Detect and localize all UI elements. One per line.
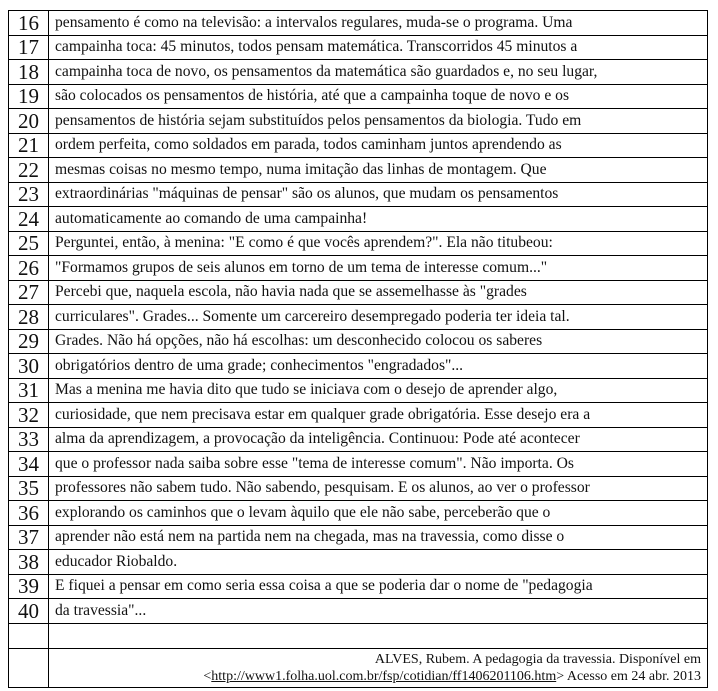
line-number: 34	[9, 452, 49, 477]
url-close-bracket: >	[556, 668, 565, 684]
line-text: Mas a menina me havia dito que tudo se iniciava com o desejo de aprender algo,	[49, 378, 708, 403]
line-text: professores não sabem tudo. Não sabendo, pesquisam. E os alunos, ao ver o professor	[49, 476, 708, 501]
citation-line-1: ALVES, Rubem. A pedagogia da travessia. Disponível em	[374, 651, 701, 667]
text-line-row	[9, 378, 708, 403]
text-lines	[9, 11, 708, 624]
line-text: educador Riobaldo.	[49, 550, 708, 575]
text-line-row	[9, 550, 708, 575]
access-date: Acesso em 24 abr. 2013	[564, 668, 701, 684]
line-number: 32	[9, 403, 49, 428]
source-number-cell	[9, 648, 49, 687]
line-number: 28	[9, 305, 49, 330]
line-text: alma da aprendizagem, a provocação da inteligência. Continuou: Pode até acontecer	[49, 427, 708, 452]
line-number: 23	[9, 182, 49, 207]
blank-text-cell	[49, 623, 708, 648]
line-text: Grades. Não há opções, não há escolhas: um desconhecido colocou os saberes	[49, 329, 708, 354]
source-citation	[49, 648, 708, 687]
line-text: obrigatórios dentro de uma grade; conhecimentos "engradados"...	[49, 354, 708, 379]
line-text: E fiquei a pensar em como seria essa coisa a que se poderia dar o nome de "pedagogia	[49, 574, 708, 599]
line-text: que o professor nada saiba sobre esse "tema de interesse comum". Não importa. Os	[49, 452, 708, 477]
text-line-row	[9, 109, 708, 134]
line-number: 24	[9, 207, 49, 232]
line-number: 31	[9, 378, 49, 403]
line-text: campainha toca de novo, os pensamentos da matemática são guardados e, no seu lugar,	[49, 60, 708, 85]
blank-number-cell	[9, 623, 49, 648]
text-line-row	[9, 231, 708, 256]
text-line-row	[9, 84, 708, 109]
line-text: ordem perfeita, como soldados em parada, todos caminham juntos aprendendo as	[49, 133, 708, 158]
text-table	[8, 10, 708, 688]
line-number: 29	[9, 329, 49, 354]
text-line-row	[9, 501, 708, 526]
line-number: 39	[9, 574, 49, 599]
text-line-row	[9, 452, 708, 477]
line-text: curriculares". Grades... Somente um carcereiro desempregado poderia ter ideia tal.	[49, 305, 708, 330]
text-line-row	[9, 427, 708, 452]
line-number: 25	[9, 231, 49, 256]
line-number: 37	[9, 525, 49, 550]
text-line-row	[9, 256, 708, 281]
line-number: 19	[9, 84, 49, 109]
line-number: 30	[9, 354, 49, 379]
line-number: 20	[9, 109, 49, 134]
text-line-row	[9, 305, 708, 330]
line-text: curiosidade, que nem precisava estar em qualquer grade obrigatória. Esse desejo era a	[49, 403, 708, 428]
source-row	[9, 648, 708, 687]
text-line-row	[9, 182, 708, 207]
line-text: campainha toca: 45 minutos, todos pensam matemática. Transcorridos 45 minutos a	[49, 35, 708, 60]
source-url-link[interactable]: http://www1.folha.uol.com.br/fsp/cotidian/ff1406201106.htm	[211, 668, 557, 684]
line-text: Percebi que, naquela escola, não havia nada que se assemelhasse às "grades	[49, 280, 708, 305]
line-number: 27	[9, 280, 49, 305]
line-number: 22	[9, 158, 49, 183]
line-text: explorando os caminhos que o levam àquilo que ele não sabe, perceberão que o	[49, 501, 708, 526]
line-number: 40	[9, 599, 49, 624]
line-text: Perguntei, então, à menina: "E como é que vocês aprendem?". Ela não titubeou:	[49, 231, 708, 256]
text-line-row	[9, 133, 708, 158]
line-number: 16	[9, 11, 49, 36]
line-text: pensamentos de história sejam substituídos pelos pensamentos da biologia. Tudo em	[49, 109, 708, 134]
text-line-row	[9, 207, 708, 232]
line-text: são colocados os pensamentos de história, até que a campainha toque de novo e os	[49, 84, 708, 109]
line-text: mesmas coisas no mesmo tempo, numa imitação das linhas de montagem. Que	[49, 158, 708, 183]
text-line-row	[9, 60, 708, 85]
text-line-row	[9, 403, 708, 428]
line-text: extraordinárias "máquinas de pensar" são os alunos, que mudam os pensamentos	[49, 182, 708, 207]
blank-row	[9, 623, 708, 648]
text-line-row	[9, 354, 708, 379]
text-line-row	[9, 35, 708, 60]
text-line-row	[9, 476, 708, 501]
line-number: 35	[9, 476, 49, 501]
line-number: 38	[9, 550, 49, 575]
text-line-row	[9, 525, 708, 550]
text-line-row	[9, 329, 708, 354]
line-text: pensamento é como na televisão: a intervalos regulares, muda-se o programa. Uma	[49, 11, 708, 36]
line-text: automaticamente ao comando de uma campainha!	[49, 207, 708, 232]
line-text: "Formamos grupos de seis alunos em torno de um tema de interesse comum..."	[49, 256, 708, 281]
text-line-row	[9, 280, 708, 305]
url-open-bracket: <	[203, 668, 212, 684]
citation-line-2	[49, 668, 701, 685]
line-text: aprender não está nem na partida nem na chegada, mas na travessia, como disse o	[49, 525, 708, 550]
text-line-row	[9, 574, 708, 599]
text-line-row	[9, 11, 708, 36]
text-line-row	[9, 599, 708, 624]
line-number: 18	[9, 60, 49, 85]
line-number: 21	[9, 133, 49, 158]
line-number: 26	[9, 256, 49, 281]
line-text: da travessia"...	[49, 599, 708, 624]
line-number: 36	[9, 501, 49, 526]
line-number: 33	[9, 427, 49, 452]
text-line-row	[9, 158, 708, 183]
line-number: 17	[9, 35, 49, 60]
